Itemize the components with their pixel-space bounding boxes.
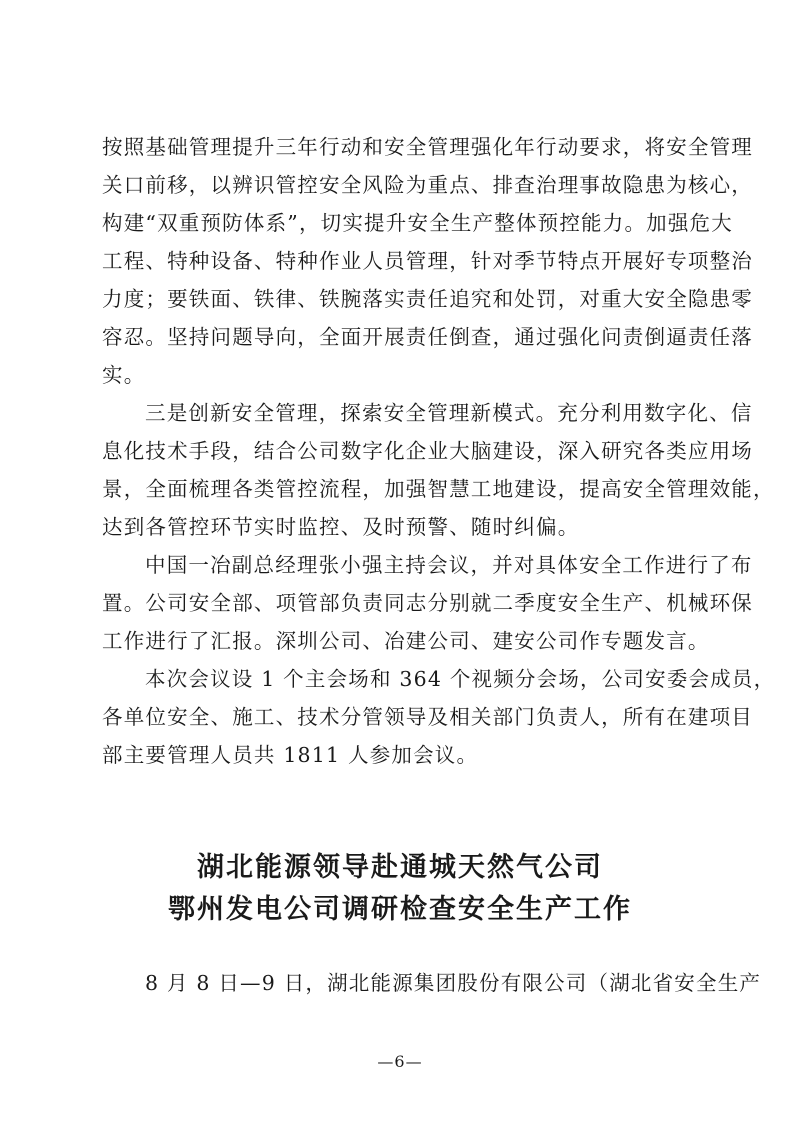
article-first-line: 8 月 8 日—9 日，湖北能源集团股份有限公司（湖北省安全生产 (145, 971, 762, 995)
page-number: —6— (377, 1052, 423, 1071)
text-line: 各单位安全、施工、技术分管领导及相关部门负责人，所有在建项目 (102, 705, 753, 729)
text-line: 息化技术手段，结合公司数字化企业大脑建设，深入研究各类应用场 (102, 439, 753, 463)
article-title-line-1: 湖北能源领导赴通城天然气公司 (197, 852, 603, 883)
text-line: 力度；要铁面、铁律、铁腕落实责任追究和处罚，对重大安全隐患零 (102, 287, 753, 311)
text-line: 工程、特种设备、特种作业人员管理，针对季节特点开展好专项整治 (102, 249, 753, 273)
text-line: 实。 (102, 363, 146, 387)
text-line: 置。公司安全部、项管部负责同志分别就二季度安全生产、机械环保 (102, 591, 753, 615)
text-line: 中国一冶副总经理张小强主持会议，并对具体安全工作进行了布 (145, 553, 753, 577)
text-line: 容忍。坚持问题导向，全面开展责任倒查，通过强化问责倒逼责任落 (102, 325, 753, 349)
text-line: 部主要管理人员共 1811 人参加会议。 (102, 743, 479, 767)
text-line: 本次会议设 1 个主会场和 364 个视频分会场，公司安委会成员， (145, 667, 776, 691)
text-line: 构建“双重预防体系”，切实提升安全生产整体预控能力。加强危大 (102, 211, 733, 235)
text-line: 达到各管控环节实时监控、及时预警、随时纠偏。 (102, 515, 580, 539)
article-title-line-2: 鄂州发电公司调研检查安全生产工作 (168, 894, 632, 925)
text-line: 三是创新安全管理，探索安全管理新模式。充分利用数字化、信 (145, 401, 753, 425)
text-line: 工作进行了汇报。深圳公司、冶建公司、建安公司作专题发言。 (102, 629, 710, 653)
text-line: 景，全面梳理各类管控流程，加强智慧工地建设，提高安全管理效能， (102, 477, 775, 501)
text-line: 按照基础管理提升三年行动和安全管理强化年行动要求，将安全管理 (102, 135, 753, 159)
text-line: 关口前移，以辨识管控安全风险为重点、排查治理事故隐患为核心， (102, 173, 753, 197)
